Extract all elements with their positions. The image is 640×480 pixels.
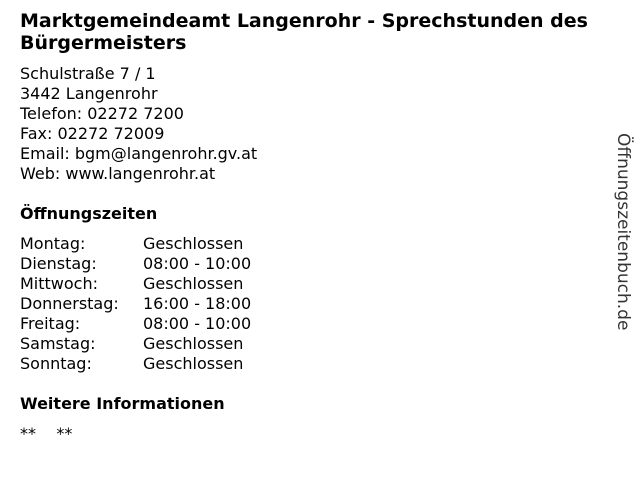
day-label: Mittwoch: bbox=[20, 274, 98, 293]
street-address: Schulstraße 7 / 1 bbox=[20, 64, 156, 83]
email-address: Email: bgm@langenrohr.gv.at bbox=[20, 144, 258, 163]
city-address: 3442 Langenrohr bbox=[20, 84, 158, 103]
hours-value: Geschlossen bbox=[143, 234, 244, 253]
address-block bbox=[20, 64, 610, 184]
hours-row-saturday bbox=[20, 334, 251, 354]
page-title: Marktgemeindeamt Langenrohr - Sprechstunden des Bürgermeisters bbox=[20, 10, 588, 54]
day-label: Donnerstag: bbox=[20, 294, 119, 313]
hours-row-friday bbox=[20, 314, 251, 334]
fax-number: Fax: 02272 72009 bbox=[20, 124, 165, 143]
hours-value: Geschlossen bbox=[143, 354, 244, 373]
hours-value: 08:00 - 10:00 bbox=[143, 314, 252, 333]
day-label: Montag: bbox=[20, 234, 86, 253]
hours-value: Geschlossen bbox=[143, 274, 244, 293]
further-info-text: ** ** bbox=[20, 424, 73, 443]
hours-row-thursday bbox=[20, 294, 251, 314]
business-details bbox=[20, 10, 610, 444]
brand-watermark: Öffnungszeitenbuch.de bbox=[613, 133, 633, 331]
hours-row-tuesday bbox=[20, 254, 251, 274]
phone-number: Telefon: 02272 7200 bbox=[20, 104, 184, 123]
hours-row-wednesday bbox=[20, 274, 251, 294]
hours-value: 08:00 - 10:00 bbox=[143, 254, 252, 273]
hours-row-monday bbox=[20, 234, 251, 254]
day-label: Dienstag: bbox=[20, 254, 97, 273]
opening-hours-heading: Öffnungszeiten bbox=[20, 204, 158, 223]
day-label: Sonntag: bbox=[20, 354, 92, 373]
website-address: Web: www.langenrohr.at bbox=[20, 164, 216, 183]
hours-value: Geschlossen bbox=[143, 334, 244, 353]
hours-row-sunday bbox=[20, 354, 251, 374]
day-label: Freitag: bbox=[20, 314, 81, 333]
further-info-heading: Weitere Informationen bbox=[20, 394, 225, 413]
opening-hours-table bbox=[20, 234, 251, 374]
hours-value: 16:00 - 18:00 bbox=[143, 294, 252, 313]
day-label: Samstag: bbox=[20, 334, 96, 353]
